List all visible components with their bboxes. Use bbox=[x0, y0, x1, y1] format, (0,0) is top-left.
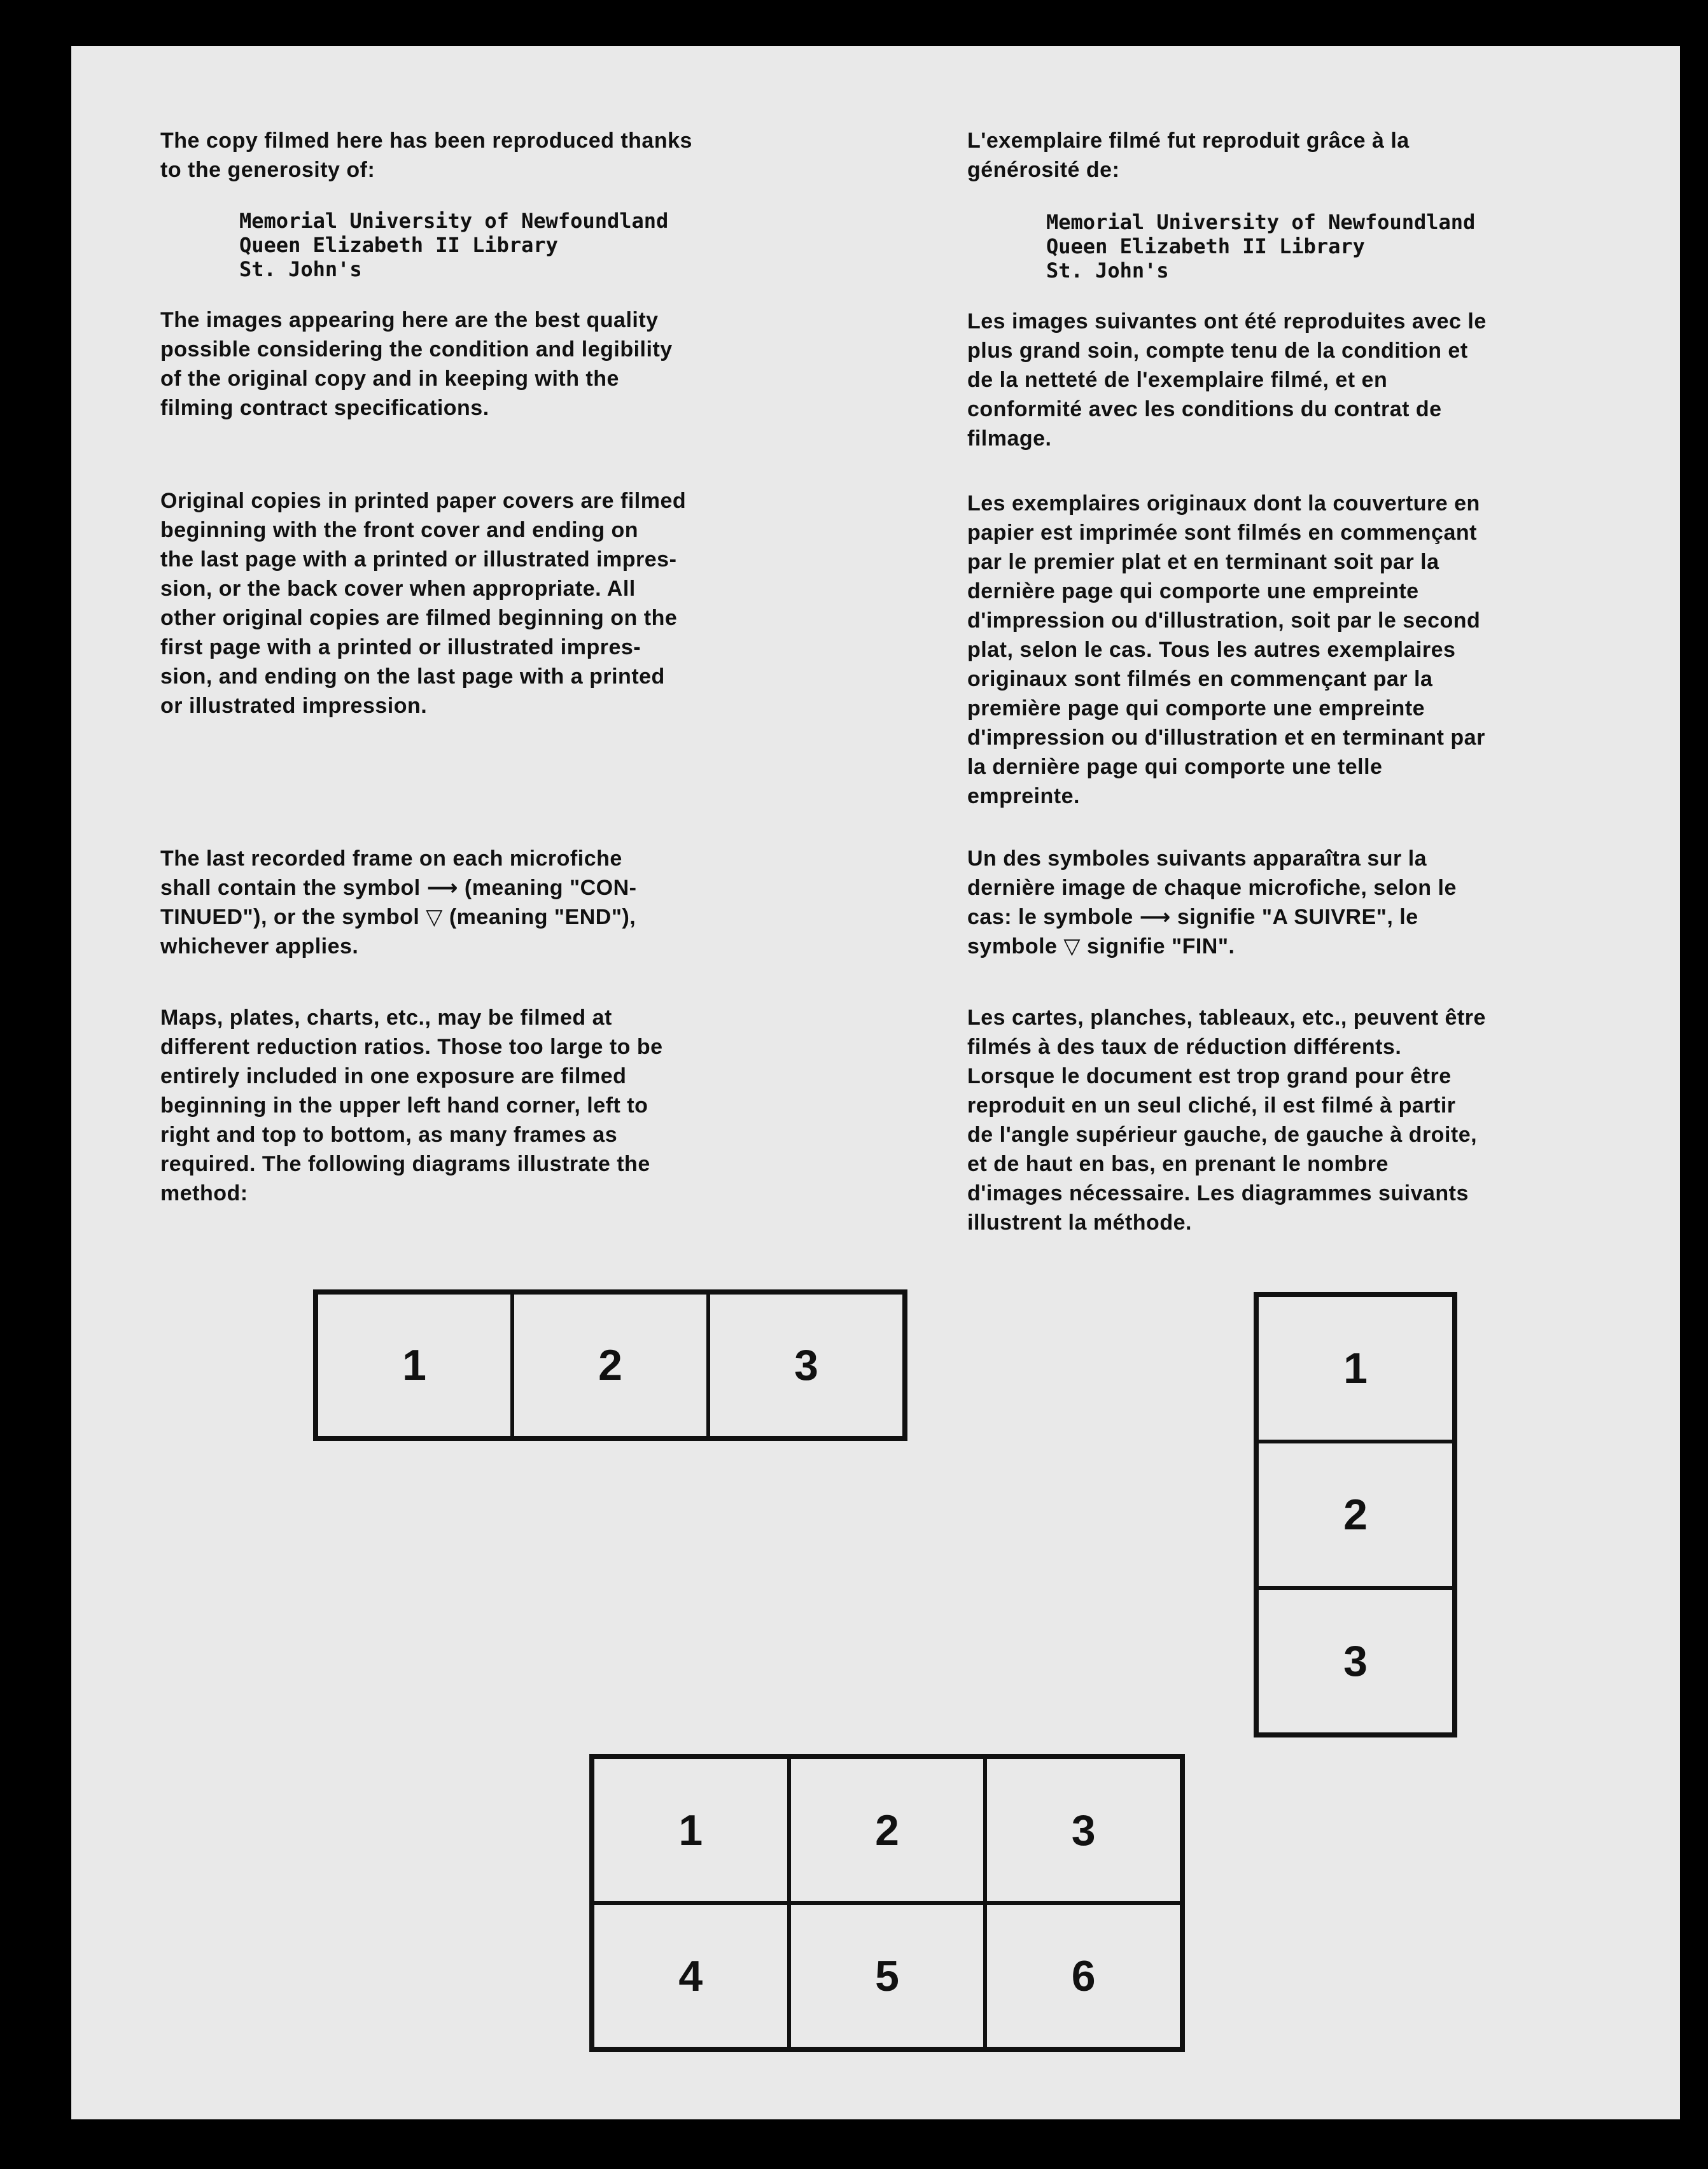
frame-cell: 1 bbox=[592, 1757, 789, 1903]
filming-notice-page bbox=[71, 46, 1680, 2127]
six-frame-diagram bbox=[589, 1754, 1185, 2052]
english-symbols-note: The last recorded frame on each microfiche shall contain the symbol ⟶ (meaning "CON- TINUED"), or the symbol ▽ (meaning "END"), whichever applies. bbox=[160, 846, 637, 958]
frame-cell: 2 bbox=[512, 1293, 708, 1438]
frame-cell: 1 bbox=[1257, 1295, 1454, 1442]
frame-cell: 3 bbox=[985, 1757, 1182, 1903]
english-intro: The copy filmed here has been reproduced thanks to the generosity of: bbox=[160, 129, 692, 182]
french-quality-note: Les images suivantes ont été reproduites avec le plus grand soin, compte tenu de la condition et de la netteté de l'exemplaire filmé, et en conformité avec les conditions du contrat de filmage. bbox=[967, 309, 1487, 451]
frame-cell: 2 bbox=[1257, 1442, 1454, 1588]
french-originals-note: Les exemplaires originaux dont la couverture en papier est imprimée sont filmés en commençant par le premier plat et en terminant soit par la dernière page qui comporte une empreinte d'impression ou d'illustration, soit par le second plat, selon le cas. Tous les autres exemplaires originaux sont filmés en commençant par la première page qui comporte une empreinte d'impression ou d'illustration et en terminant par la dernière page qui comporte une telle empreinte. bbox=[967, 491, 1485, 808]
frame-cell: 2 bbox=[789, 1757, 986, 1903]
english-maps-note: Maps, plates, charts, etc., may be filmed at different reduction ratios. Those too large to be entirely included in one exposure are filmed beginning in the upper left hand corner, left to right and top to bottom, as many frames as required. The following diagrams illustrate the method: bbox=[160, 1006, 663, 1205]
english-originals-note: Original copies in printed paper covers are filmed beginning with the front cover and ending on the last page with a printed or illustrated impres- sion, or the back cover when appropriate. All other original copies are filmed beginning on the first page with a printed or illustrated impres- sion, and ending on the last page with a printed or illustrated impression. bbox=[160, 489, 687, 718]
frame-cell: 5 bbox=[789, 1903, 986, 2049]
english-quality-note: The images appearing here are the best quality possible considering the condition and legibility of the original copy and in keeping with the filming contract specifications. bbox=[160, 308, 673, 420]
french-intro: L'exemplaire filmé fut reproduit grâce à la générosité de: bbox=[967, 129, 1410, 182]
french-symbols-note: Un des symboles suivants apparaîtra sur la dernière image de chaque microfiche, selon le cas: le symbole ⟶ signifie "A SUIVRE", le symbole ▽ signifie "FIN". bbox=[967, 846, 1457, 958]
vertical-frame-diagram bbox=[1254, 1292, 1457, 1737]
scan-bottom-edge bbox=[71, 2119, 1680, 2132]
french-maps-note: Les cartes, planches, tableaux, etc., peuvent être filmés à des taux de réduction différents. Lorsque le document est trop grand pour être reproduit en un seul cliché, il est filmé à partir de l'angle supérieur gauche, de gauche à droite, et de haut en bas, en prenant le nombre d'images nécessaire. Les diagrammes suivants illustrent la méthode. bbox=[967, 1006, 1486, 1235]
horizontal-frame-diagram bbox=[313, 1289, 907, 1441]
frame-cell: 4 bbox=[592, 1903, 789, 2049]
english-library-address: Memorial University of Newfoundland Queen Elizabeth II Library St. John's bbox=[239, 209, 669, 281]
french-library-address: Memorial University of Newfoundland Queen Elizabeth II Library St. John's bbox=[1046, 210, 1476, 283]
frame-cell: 3 bbox=[1257, 1588, 1454, 1734]
frame-cell: 3 bbox=[708, 1293, 904, 1438]
frame-cell: 1 bbox=[316, 1293, 512, 1438]
frame-cell: 6 bbox=[985, 1903, 1182, 2049]
